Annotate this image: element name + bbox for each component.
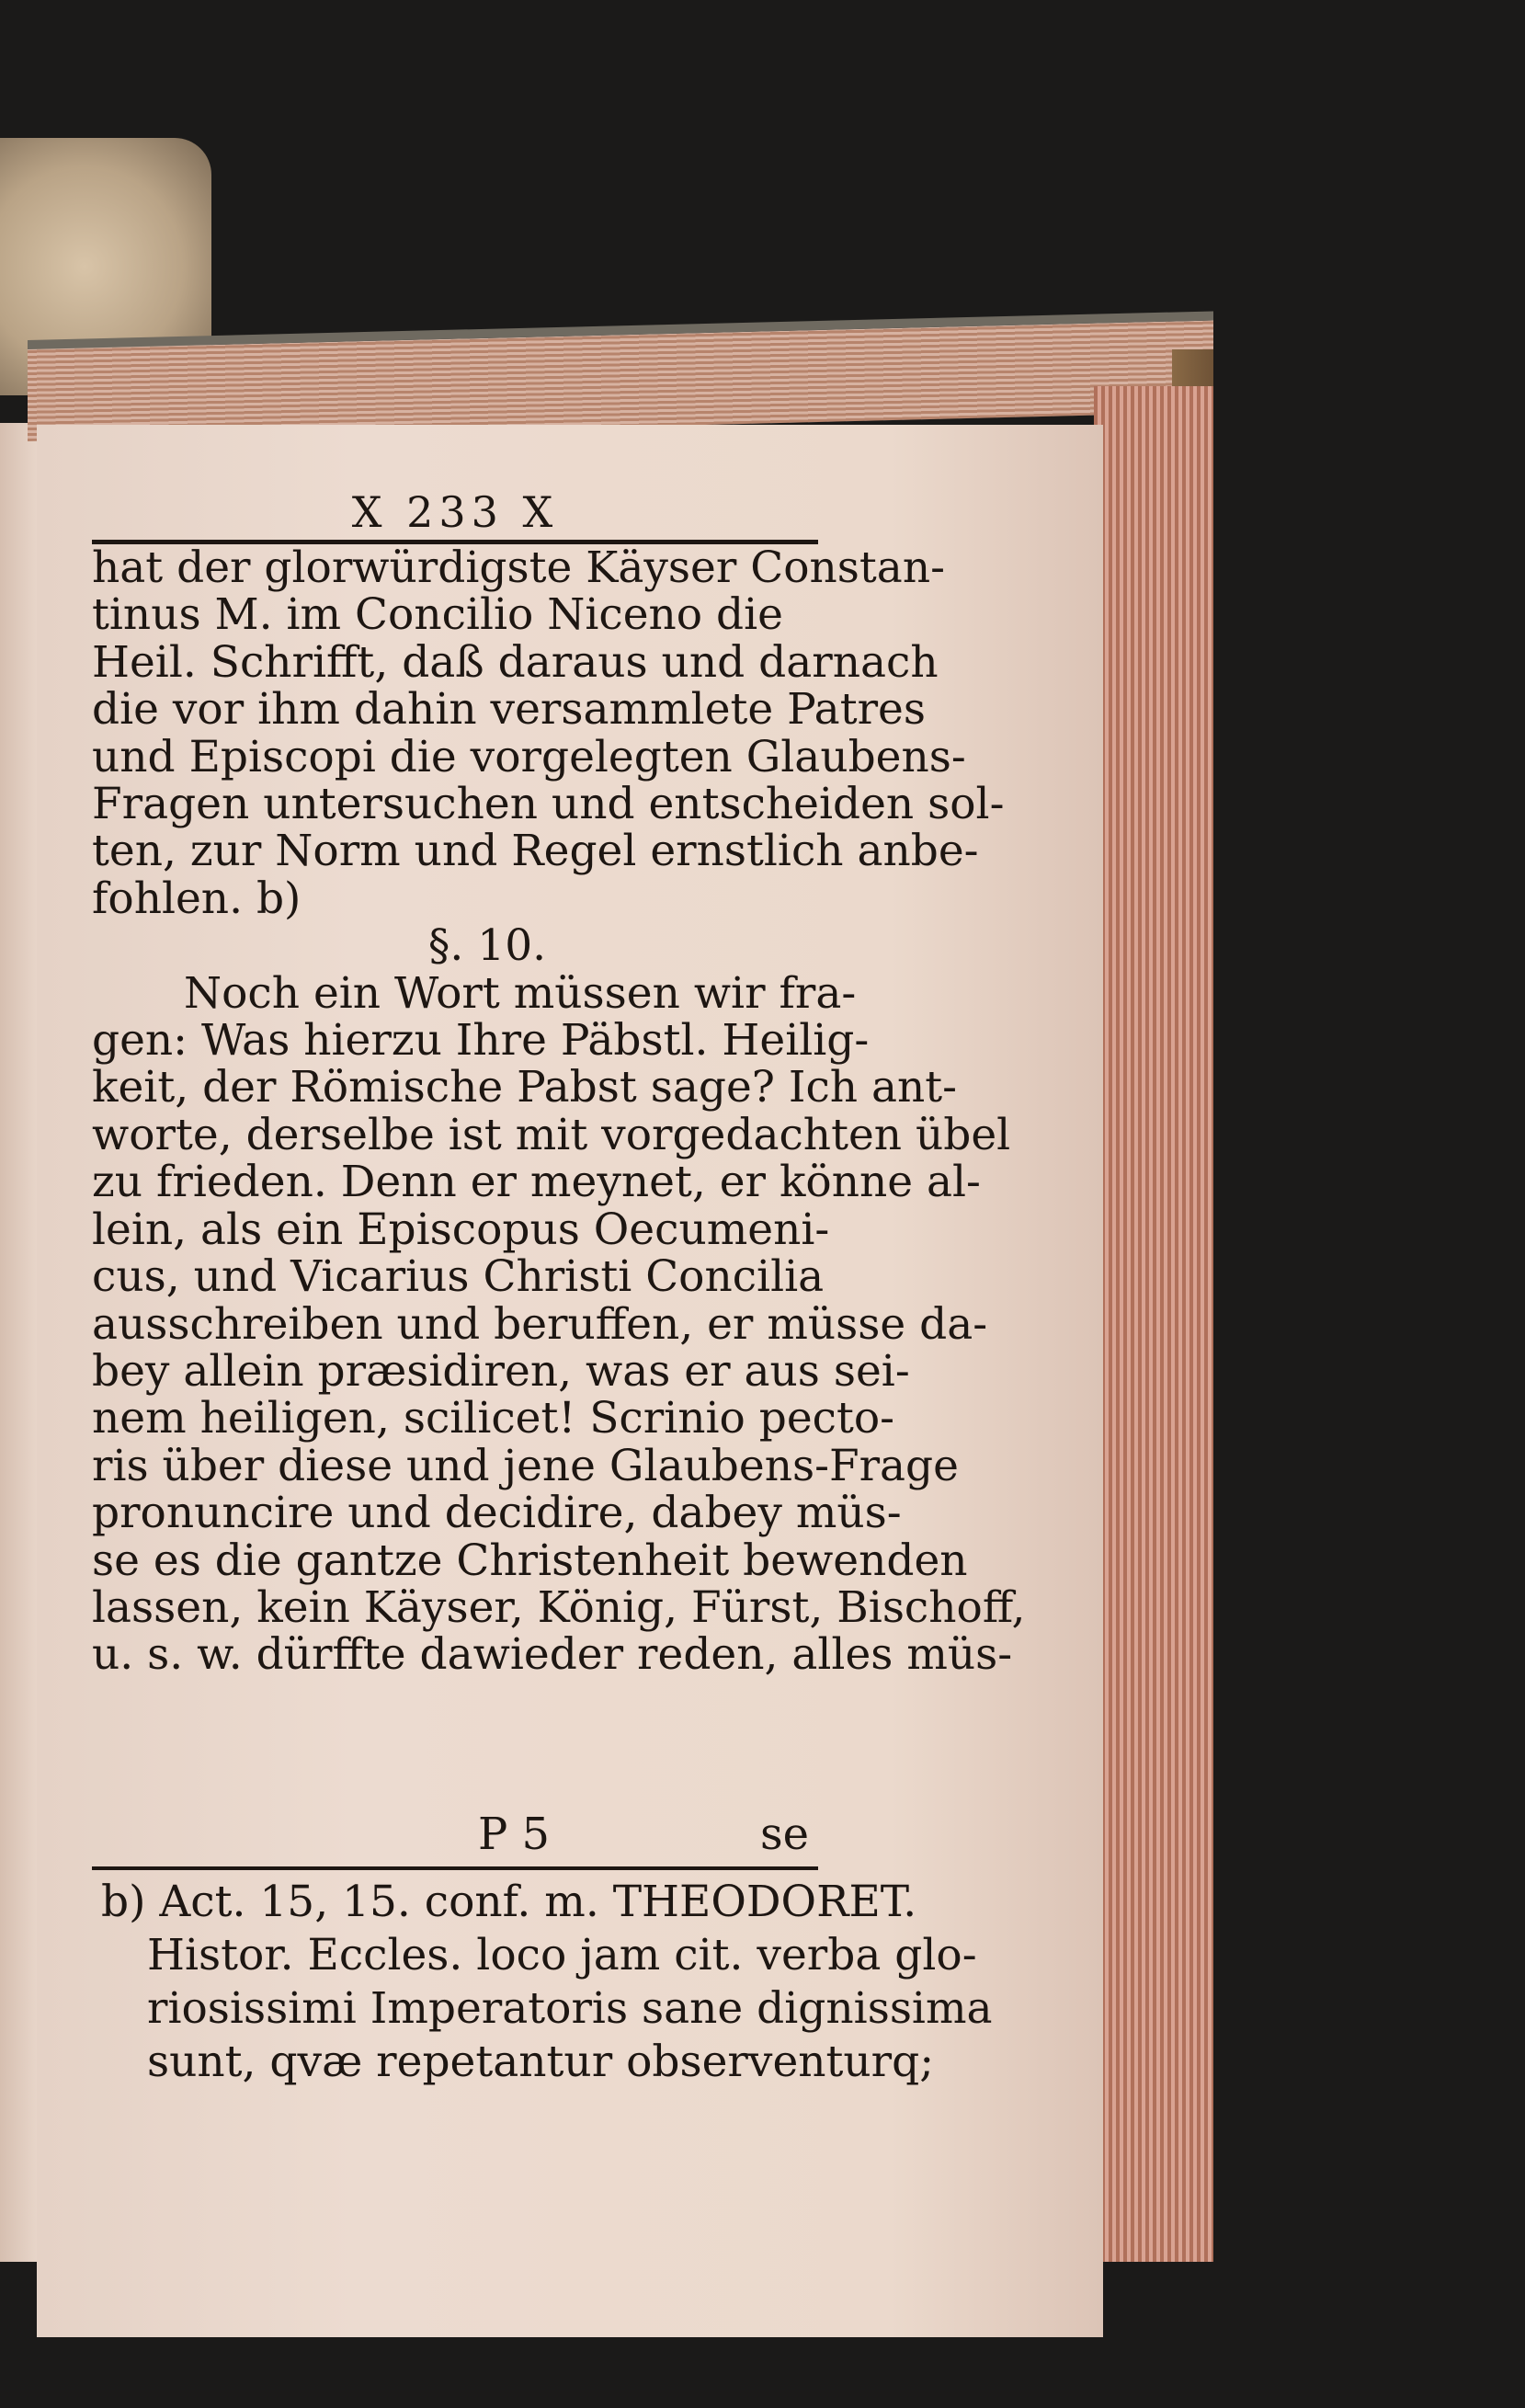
footnote-line: b) Act. 15, 15. conf. m. THEODORET. [101, 1877, 917, 1927]
book-page [37, 425, 1103, 2337]
text-line: Heil. Schrifft, daß daraus und darnach [92, 636, 939, 688]
text-line: u. s. w. dürffte dawieder reden, alles müs- [92, 1629, 1013, 1681]
text-line: nem heiligen, scilicet! Scrinio pecto- [92, 1393, 895, 1444]
text-line: lein, als ein Episcopus Oecumeni- [92, 1204, 830, 1255]
text-line: ris über diese und jene Glaubens-Frage [92, 1440, 959, 1491]
text-line: gen: Was hierzu Ihre Päbstl. Heilig- [92, 1015, 870, 1067]
text-line: ten, zur Norm und Regel ernstlich anbe- [92, 826, 979, 877]
text-line: die vor ihm dahin versammlete Patres [92, 684, 926, 736]
text-line: cus, und Vicarius Christi Concilia [92, 1251, 825, 1303]
text-line: hat der glorwürdigste Käyser Constan- [92, 542, 945, 593]
text-line: keit, der Römische Pabst sage? Ich ant- [92, 1062, 958, 1113]
page-block-fore-edge [1094, 386, 1213, 2262]
signature-line [92, 1802, 818, 1870]
footnote-line: sunt, qvæ repetantur observenturq; [147, 2037, 935, 2087]
footnote-line: riosissimi Imperatoris sane dignissima [147, 1983, 993, 2034]
text-line: fohlen. b) [92, 873, 302, 924]
facing-page-edge [0, 423, 39, 2262]
text-line: und Episcopi die vorgelegten Glaubens- [92, 731, 966, 782]
text-line: tinus M. im Concilio Niceno die [92, 589, 783, 641]
text-line: pronuncire und decidire, dabey müs- [92, 1488, 902, 1539]
page-body [92, 542, 1026, 1681]
text-line: se es die gantze Christenheit bewenden [92, 1535, 968, 1586]
footnote [101, 1876, 993, 2089]
text-line: bey allein præsidiren, was er aus sei- [92, 1345, 910, 1397]
footnote-line: Histor. Eccles. loco jam cit. verba glo- [147, 1930, 977, 1980]
text-line: lassen, kein Käyser, König, Fürst, Bischoff, [92, 1581, 1026, 1633]
text-line: zu frieden. Denn er meynet, er könne al- [92, 1157, 981, 1208]
signature-mark: P 5 [478, 1809, 551, 1860]
text-line: Fragen untersuchen und entscheiden sol- [92, 779, 1005, 830]
text-line: ausschreiben und beruffen, er müsse da- [92, 1298, 988, 1350]
catchword: se [759, 1809, 809, 1860]
text-line: worte, derselbe ist mit vorgedachten übel [92, 1109, 1011, 1160]
section-heading: §. 10. [427, 920, 547, 972]
page-header: X 233 X [92, 485, 818, 544]
text-line: Noch ein Wort müssen wir fra- [184, 967, 857, 1019]
